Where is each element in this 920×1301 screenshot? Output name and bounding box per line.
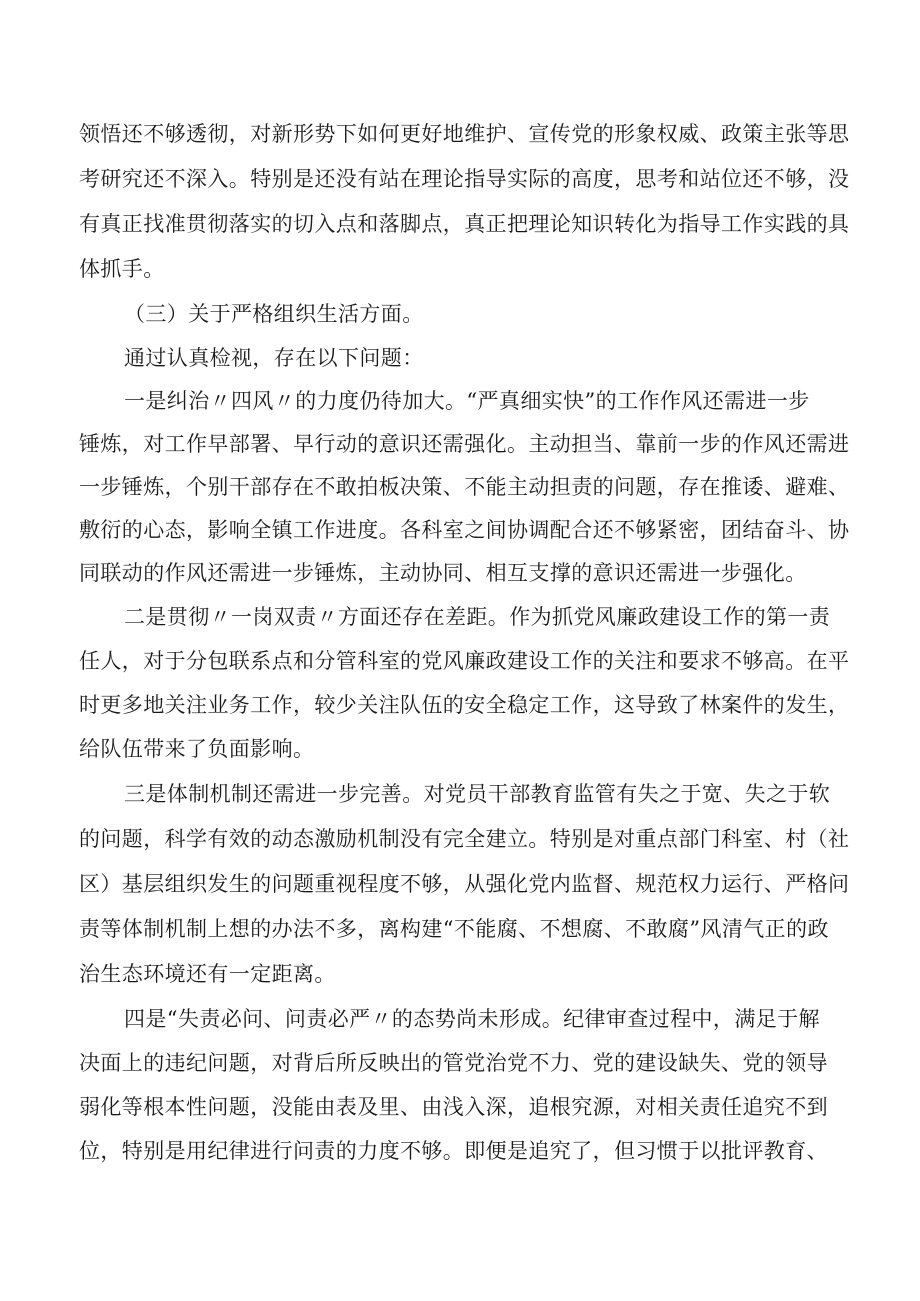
text-line-6: 通过认真检视，存在以下问题：	[124, 346, 424, 370]
text-line-17: 的问题，科学有效的动态激励机制没有完全建立。特别是对重点部门科室、村（社	[79, 827, 850, 851]
section-heading: （三）关于严格组织生活方面。	[124, 302, 424, 326]
text-line-8: 锤炼，对工作早部署、早行动的意识还需强化。主动担当、靠前一步的作风还需进	[79, 432, 850, 456]
text-line-16: 三是体制机制还需进一步完善。对党员干部教育监管有失之于宽、失之于软	[124, 782, 831, 806]
text-line-18: 区）基层组织发生的问题重视程度不够，从强化党内监督、规范权力运行、严格问	[79, 872, 850, 896]
text-line-12: 二是贯彻〃一岗双责〃方面还存在差距。作为抓党风廉政建设工作的第一责	[124, 605, 831, 629]
text-line-19: 责等体制机制上想的办法不多，离构建“不能腐、不想腐、不敢腐”风清气正的政	[79, 917, 829, 941]
text-line-1: 领悟还不够透彻，对新形势下如何更好地维护、宣传党的形象权威、政策主张等思	[79, 122, 850, 146]
text-line-3: 有真正找准贯彻落实的切入点和落脚点，真正把理论知识转化为指导工作实践的具	[79, 212, 850, 236]
text-line-13: 任人，对于分包联系点和分管科室的党风廉政建设工作的关注和要求不够高。在平	[79, 649, 850, 673]
text-line-20: 治生态环境还有一定距离。	[79, 962, 336, 986]
text-line-15: 给队伍带来了负面影响。	[79, 737, 315, 761]
text-line-7: 一是纠治〃四风〃的力度仍待加大。“严真细实快”的工作作风还需进一步	[124, 389, 810, 413]
text-line-11: 同联动的作风还需进一步锤炼，主动协同、相互支撑的意识还需进一步强化。	[79, 561, 807, 585]
text-line-4: 体抓手。	[79, 257, 165, 281]
text-line-14: 时更多地关注业务工作，较少关注队伍的安全稳定工作，这导致了林案件的发生，	[79, 693, 850, 717]
text-line-2: 考研究还不深入。特别是还没有站在理论指导实际的高度，思考和站位还不够，没	[79, 167, 850, 191]
text-line-10: 敷衍的心态，影响全镇工作进度。各科室之间协调配合还不够紧密，团结奋斗、协	[79, 518, 850, 542]
text-line-22: 决面上的违纪问题，对背后所反映出的管党治党不力、党的建设缺失、党的领导	[79, 1051, 828, 1075]
text-line-23: 弱化等根本性问题，没能由表及里、由浅入深，追根究源，对相关责任追究不到	[79, 1095, 828, 1119]
text-line-24: 位，特别是用纪律进行问责的力度不够。即便是追究了，但习惯于以批评教育、	[79, 1139, 828, 1163]
text-line-21: 四是“失责必问、问责必严〃的态势尚未形成。纪律审查过程中，满足于解	[124, 1007, 820, 1031]
text-line-9: 一步锤炼，个别干部存在不敢拍板决策、不能主动担责的问题，存在推诿、避难、	[79, 475, 850, 499]
